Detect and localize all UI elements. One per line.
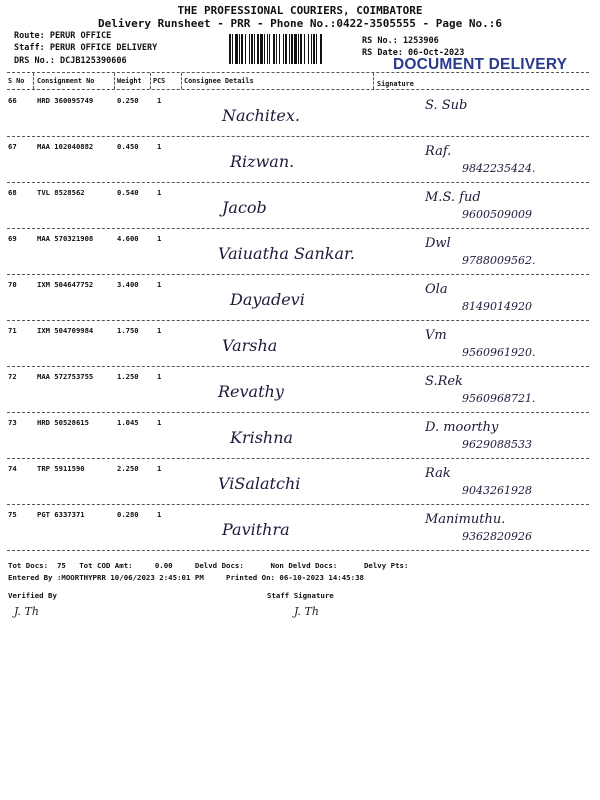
col-sno: S No bbox=[8, 77, 25, 85]
row-consignee-name: Rizwan. bbox=[230, 152, 295, 171]
row-consignee-name: Varsha bbox=[222, 336, 278, 355]
staff-signature-label: Staff Signature bbox=[267, 591, 334, 600]
row-signature: M.S. fud bbox=[425, 190, 481, 205]
row-signature: S. Sub bbox=[425, 98, 468, 113]
row-consignment-no: IXM 504647752 bbox=[37, 280, 94, 289]
row-signature: D. moorthy bbox=[425, 420, 499, 435]
row-weight: 0.250 bbox=[117, 96, 139, 105]
row-rule bbox=[7, 550, 589, 551]
verified-by-label: Verified By bbox=[8, 591, 57, 600]
company-title: THE PROFESSIONAL COURIERS, COIMBATORE bbox=[177, 4, 423, 17]
table-row bbox=[7, 182, 589, 228]
rs-date: RS Date: 06-Oct-2023 bbox=[362, 48, 465, 58]
row-sno: 68 bbox=[8, 188, 17, 197]
row-signature: S.Rek bbox=[425, 374, 463, 389]
drs-number: DRS No.: DCJB125390606 bbox=[14, 56, 127, 66]
row-consignment-no: HRD 360095749 bbox=[37, 96, 94, 105]
barcode-image bbox=[229, 34, 359, 64]
row-signature: Rak bbox=[425, 466, 451, 481]
col-pcs: PCS bbox=[153, 77, 166, 85]
row-phone: 9560961920. bbox=[462, 346, 536, 359]
col-divider bbox=[33, 73, 34, 89]
row-consignment-no: MAA 572753755 bbox=[37, 372, 94, 381]
staff-signature: J. Th bbox=[294, 605, 319, 618]
row-sno: 66 bbox=[8, 96, 17, 105]
row-weight: 4.600 bbox=[117, 234, 139, 243]
row-signature: Dwl bbox=[425, 236, 451, 251]
row-phone: 9362820926 bbox=[462, 530, 532, 543]
row-sno: 72 bbox=[8, 372, 17, 381]
row-consignee-name: Nachitex. bbox=[222, 106, 300, 125]
document-delivery-stamp: DOCUMENT DELIVERY bbox=[393, 56, 568, 73]
row-consignee-name: Revathy bbox=[218, 382, 284, 401]
row-phone: 9560968721. bbox=[462, 392, 536, 405]
row-consignee-name: Krishna bbox=[230, 428, 294, 447]
row-signature: Vm bbox=[425, 328, 447, 343]
row-consignee-name: Jacob bbox=[222, 198, 267, 217]
row-weight: 3.400 bbox=[117, 280, 139, 289]
col-consignment: Consignment No bbox=[37, 77, 95, 85]
col-weight: Weight bbox=[117, 77, 142, 85]
staff-label: Staff: PERUR OFFICE DELIVERY bbox=[14, 43, 158, 53]
row-consignment-no: MAA 570321908 bbox=[37, 234, 94, 243]
row-consignment-no: PGT 6337371 bbox=[37, 510, 85, 519]
row-phone: 9600509009 bbox=[462, 208, 532, 221]
row-weight: 2.250 bbox=[117, 464, 139, 473]
row-consignee-name: Pavithra bbox=[222, 520, 290, 539]
row-signature: Ola bbox=[425, 282, 448, 297]
row-phone: 9043261928 bbox=[462, 484, 532, 497]
row-weight: 1.045 bbox=[117, 418, 139, 427]
row-pcs: 1 bbox=[157, 418, 162, 427]
row-phone: 9842235424. bbox=[462, 162, 536, 175]
totals-line: Tot Docs: 75 Tot COD Amt: 0.00 Delvd Docs: Non Delvd Docs: Delvy Pts: bbox=[8, 561, 409, 570]
row-signature: Manimuthu. bbox=[425, 512, 506, 527]
row-sno: 75 bbox=[8, 510, 17, 519]
row-phone: 8149014920 bbox=[462, 300, 532, 313]
row-consignment-no: TRP 5911590 bbox=[37, 464, 85, 473]
row-consignee-name: Dayadevi bbox=[230, 290, 305, 309]
row-phone: 9788009562. bbox=[462, 254, 536, 267]
row-pcs: 1 bbox=[157, 280, 162, 289]
table-row bbox=[7, 320, 589, 366]
row-consignment-no: MAA 102040882 bbox=[37, 142, 94, 151]
row-pcs: 1 bbox=[157, 326, 162, 335]
row-sno: 69 bbox=[8, 234, 17, 243]
row-pcs: 1 bbox=[157, 142, 162, 151]
col-divider bbox=[373, 73, 374, 89]
verified-signature: J. Th bbox=[14, 605, 39, 618]
row-sno: 74 bbox=[8, 464, 17, 473]
row-signature: Raf. bbox=[425, 144, 452, 159]
table-top-rule bbox=[7, 72, 589, 73]
table-row bbox=[7, 366, 589, 412]
row-weight: 0.280 bbox=[117, 510, 139, 519]
row-pcs: 1 bbox=[157, 464, 162, 473]
row-phone: 9629088533 bbox=[462, 438, 532, 451]
row-sno: 73 bbox=[8, 418, 17, 427]
runsheet-title: Delivery Runsheet - PRR - Phone No.:0422-3505555 - Page No.:6 bbox=[98, 17, 502, 30]
row-pcs: 1 bbox=[157, 234, 162, 243]
row-consignment-no: TVL 8528562 bbox=[37, 188, 85, 197]
row-sno: 70 bbox=[8, 280, 17, 289]
row-weight: 1.750 bbox=[117, 326, 139, 335]
row-sno: 67 bbox=[8, 142, 17, 151]
row-pcs: 1 bbox=[157, 510, 162, 519]
col-divider bbox=[114, 73, 115, 89]
col-divider bbox=[181, 73, 182, 89]
row-pcs: 1 bbox=[157, 372, 162, 381]
row-pcs: 1 bbox=[157, 96, 162, 105]
col-consignee: Consignee Details bbox=[184, 77, 254, 85]
row-consignment-no: IXM 504709984 bbox=[37, 326, 94, 335]
table-row bbox=[7, 136, 589, 182]
table-row bbox=[7, 504, 589, 550]
row-consignment-no: HRD 50528615 bbox=[37, 418, 89, 427]
row-consignee-name: ViSalatchi bbox=[218, 474, 301, 493]
route-label: Route: PERUR OFFICE bbox=[14, 31, 112, 41]
row-weight: 0.540 bbox=[117, 188, 139, 197]
rs-number: RS No.: 1253906 bbox=[362, 36, 439, 46]
row-weight: 1.250 bbox=[117, 372, 139, 381]
row-sno: 71 bbox=[8, 326, 17, 335]
entered-by-line: Entered By :MOORTHYPRR 10/06/2023 2:45:01 PM Printed On: 06-10-2023 14:45:38 bbox=[8, 573, 364, 582]
table-row bbox=[7, 412, 589, 458]
row-weight: 0.450 bbox=[117, 142, 139, 151]
row-pcs: 1 bbox=[157, 188, 162, 197]
col-signature: Signature bbox=[377, 80, 414, 88]
col-divider bbox=[150, 73, 151, 89]
row-consignee-name: Vaiuatha Sankar. bbox=[218, 244, 355, 263]
